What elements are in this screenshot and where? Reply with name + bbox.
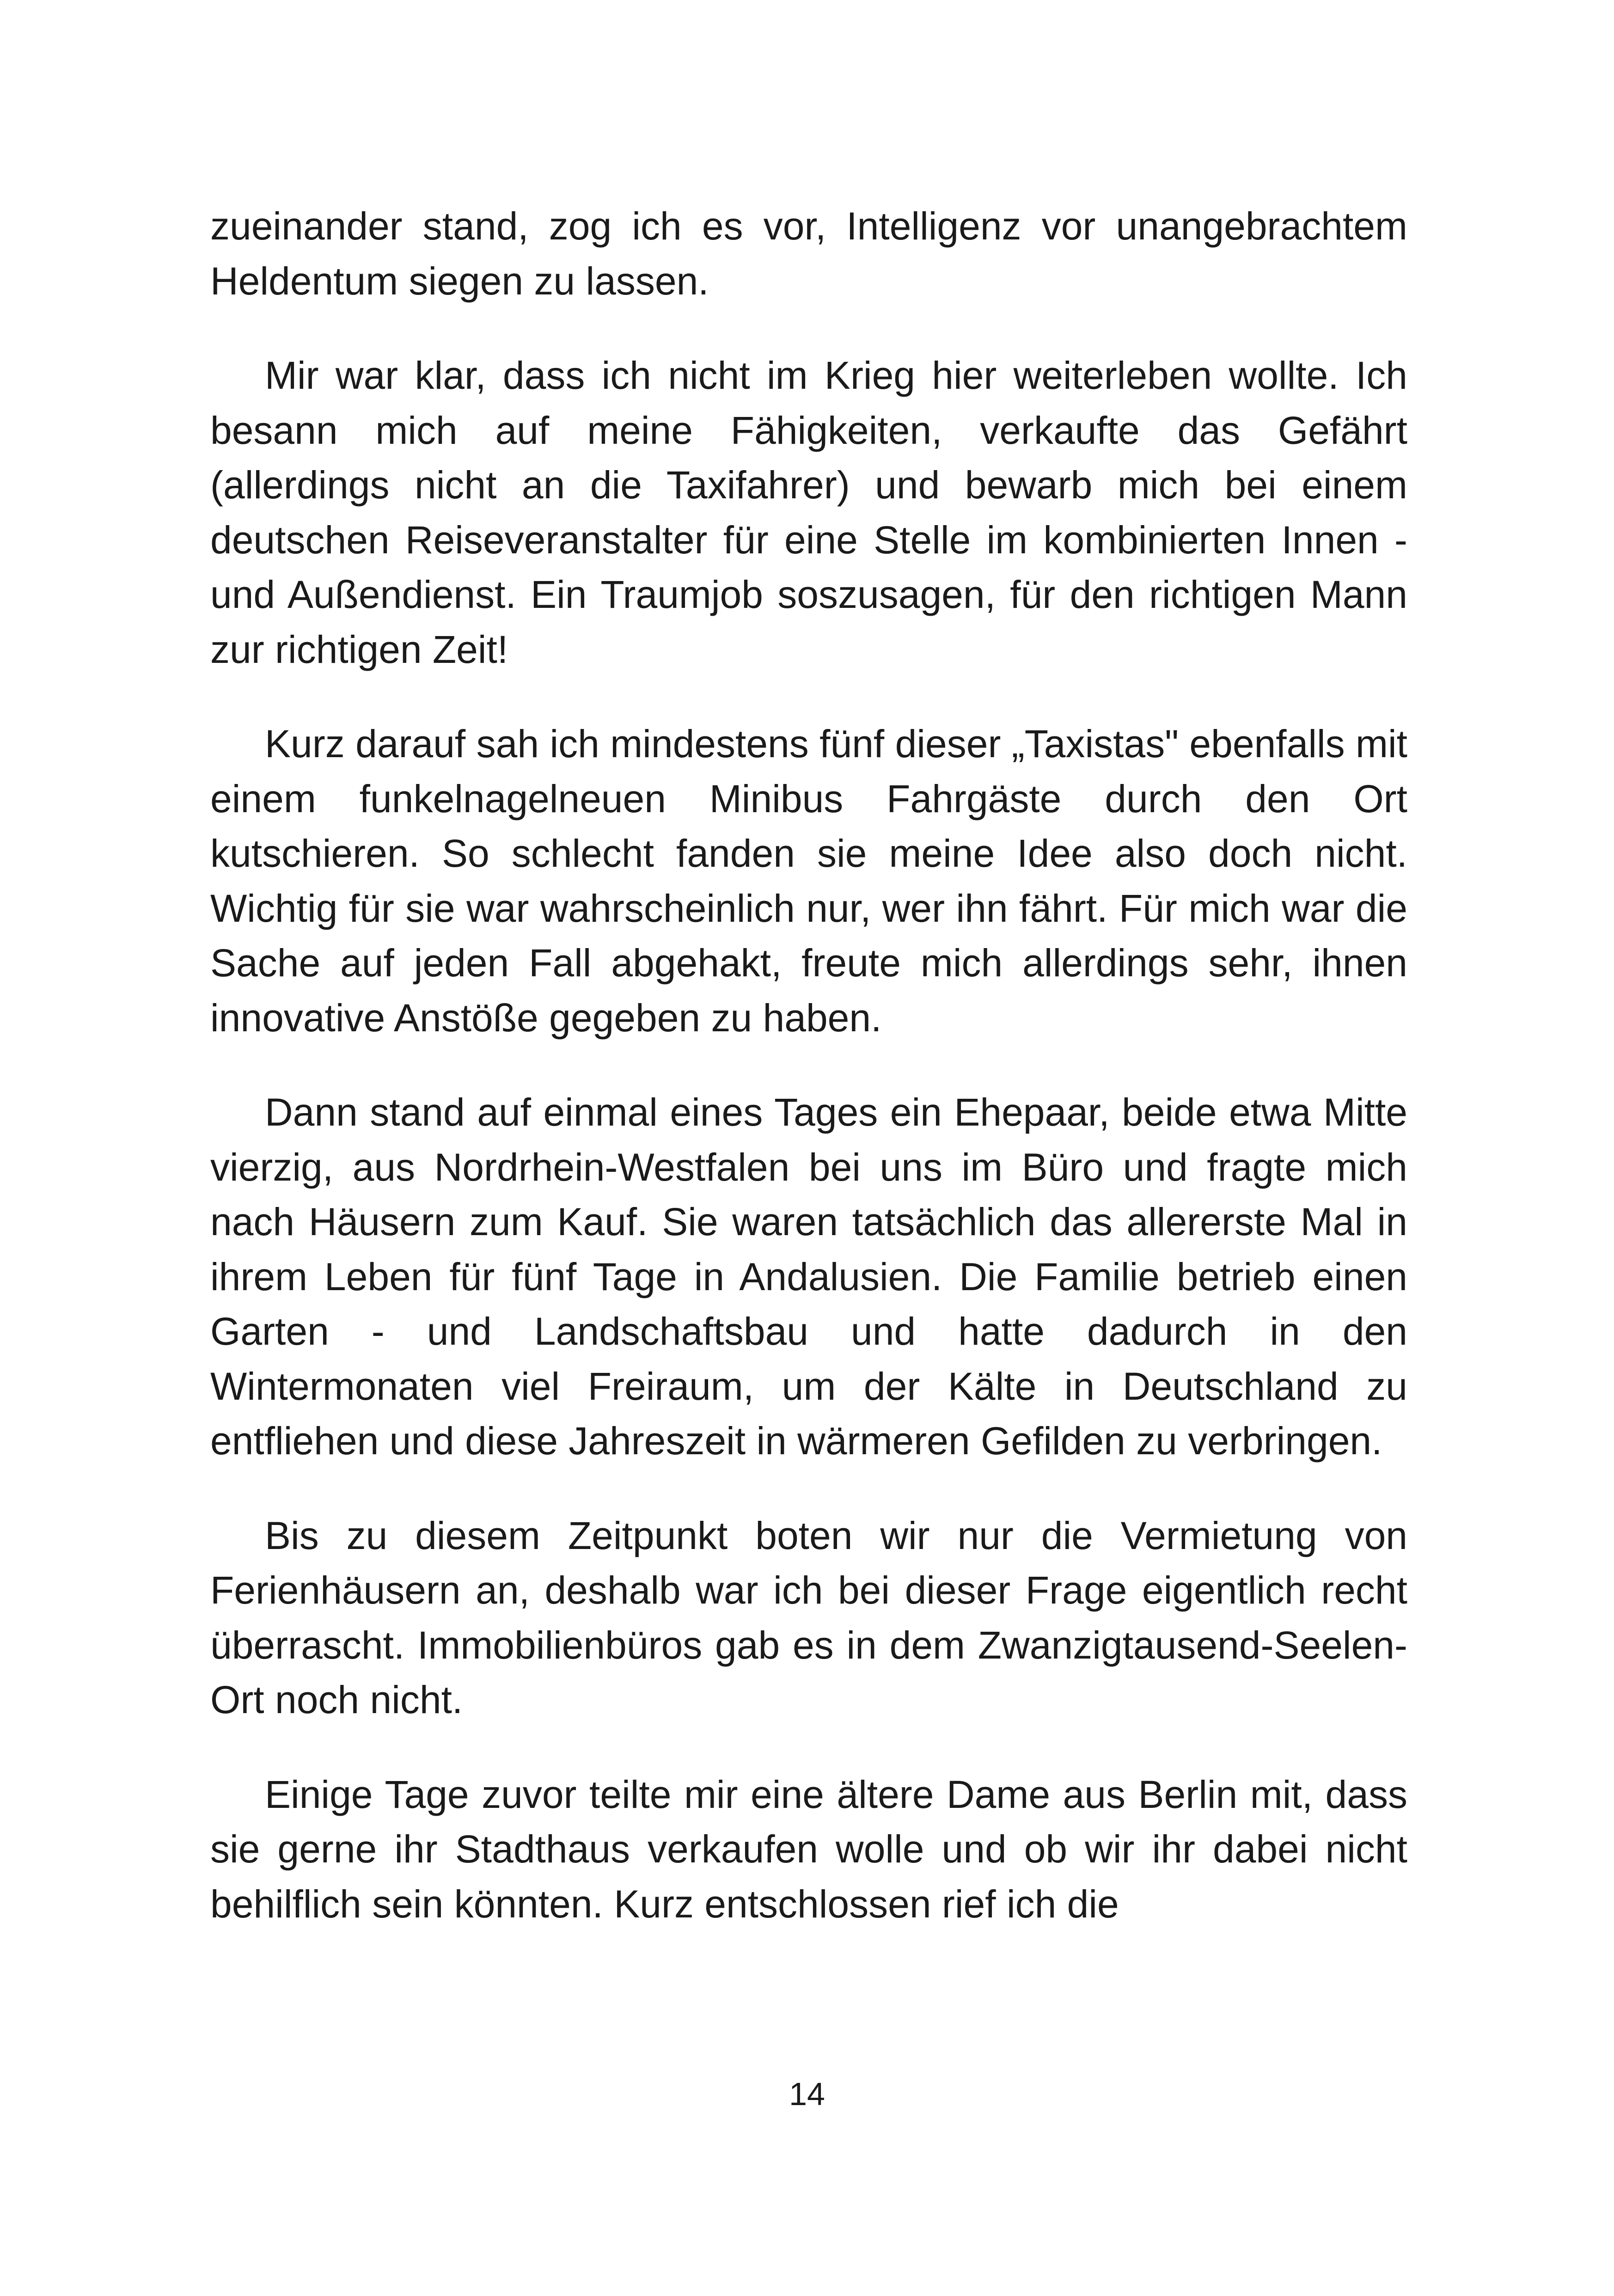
body-text xyxy=(210,199,1407,1971)
page-number: 14 xyxy=(789,2076,825,2112)
paragraph-3: Kurz darauf sah ich mindestens fünf dieser „Taxistas" ebenfalls mit einem funkelnagelneuen Minibus Fahrgäste durch den Ort kutschieren. So schlecht fanden sie meine Idee also doch nicht. Wichtig für sie war wahrscheinlich nur, wer ihn fährt. Für mich war die Sache auf jeden Fall abgehakt, freute mich allerdings sehr, ihnen innovative Anstöße gegeben zu haben. xyxy=(210,722,1407,1040)
paragraph-2: Mir war klar, dass ich nicht im Krieg hier weiterleben wollte. Ich besann mich auf meine Fähigkeiten, verkaufte das Gefährt (allerdings nicht an die Taxifahrer) und bewarb mich bei einem deutschen Reiseveranstalter für eine Stelle im kombinierten Innen - und Außendienst. Ein Traumjob soszusagen, für den richtigen Mann zur richtigen Zeit! xyxy=(210,354,1407,671)
paragraph-5: Bis zu diesem Zeitpunkt boten wir nur die Vermietung von Ferienhäusern an, deshalb war ich bei dieser Frage eigentlich recht überrascht. Immobilienbüros gab es in dem Zwanzigtausend-Seelen-Ort noch nicht. xyxy=(210,1513,1407,1721)
paragraph-1: zueinander stand, zog ich es vor, Intelligenz vor unangebrachtem Heldentum siegen zu lassen. xyxy=(210,204,1407,303)
paragraph-6: Einige Tage zuvor teilte mir eine ältere Dame aus Berlin mit, dass sie gerne ihr Stadthaus verkaufen wolle und ob wir ihr dabei nicht behilflich sein könnten. Kurz entschlossen rief ich die xyxy=(210,1772,1407,1926)
paragraph-4: Dann stand auf einmal eines Tages ein Ehepaar, beide etwa Mitte vierzig, aus Nordrhein-Westfalen bei uns im Büro und fragte mich nach Häusern zum Kauf. Sie waren tatsächlich das allererste Mal in ihrem Leben für fünf Tage in Andalusien. Die Familie betrieb einen Garten - und Landschaftsbau und hatte dadurch in den Wintermonaten viel Freiraum, um der Kälte in Deutschland zu entfliehen und diese Jahreszeit in wärmeren Gefilden zu verbringen. xyxy=(210,1090,1407,1463)
